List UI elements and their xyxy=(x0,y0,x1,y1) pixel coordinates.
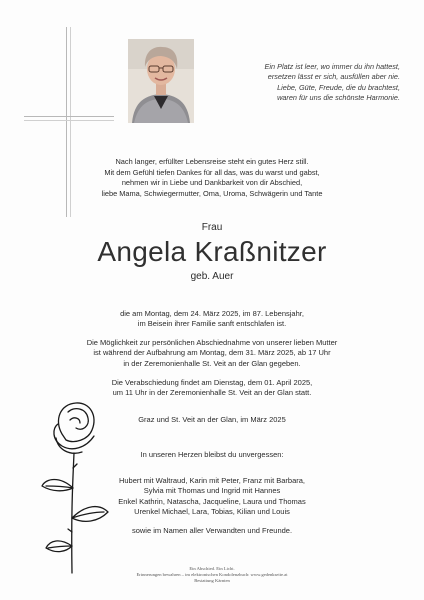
funeral-line: Die Verabschiedung findet am Dienstag, dem 01. April 2025, xyxy=(111,378,313,387)
viewing-line: Die Möglichkeit zur persönlichen Abschiednahme von unserer lieben Mutter xyxy=(86,338,338,347)
death-notice xyxy=(0,309,424,330)
viewing-notice xyxy=(0,338,424,369)
mourner-line: Enkel Kathrin, Natascha, Jacqueline, Laura und Thomas xyxy=(118,496,306,506)
portrait-photo xyxy=(128,39,194,123)
place-date: Graz und St. Veit an der Glan, im März 2025 xyxy=(138,415,286,424)
mourners-closing: sowie im Namen aller Verwandten und Freunde. xyxy=(131,526,293,535)
memorial-quote xyxy=(200,62,400,103)
salutation: Frau xyxy=(201,222,223,233)
quote-line: Ein Platz ist leer, wo immer du ihn hattest, xyxy=(264,62,400,71)
opening-verse xyxy=(0,157,424,199)
birth-name: geb. Auer xyxy=(190,271,234,282)
viewing-line: in der Zeremonienhalle St. Veit an der Glan gegeben. xyxy=(123,358,301,368)
verse-line: Nach langer, erfüllter Lebensreise steht ein gutes Herz still. xyxy=(115,157,309,166)
footer-line: Erinnerungen bewahren – im elektronischen Kondolenzbuch: www.gedenkseite.at xyxy=(136,572,288,577)
death-line: im Beisein ihrer Familie sanft entschlafen ist. xyxy=(137,319,287,329)
portrait-illustration xyxy=(128,39,194,123)
cross-horizontal-line-inner xyxy=(24,120,114,121)
deceased-name: Angela Kraßnitzer xyxy=(97,236,327,267)
remembrance-line: In unseren Herzen bleibst du unvergessen: xyxy=(140,450,284,459)
viewing-line: ist während der Aufbahrung am Montag, dem 31. März 2025, ab 17 Uhr xyxy=(93,348,331,358)
mourner-line: Hubert mit Waltraud, Karin mit Peter, Franz mit Barbara, xyxy=(118,476,306,485)
death-line: die am Montag, dem 24. März 2025, im 87. Lebensjahr, xyxy=(120,309,304,318)
quote-line: waren für uns die schönste Harmonie. xyxy=(277,92,400,102)
verse-line: nehmen wir in Liebe und Dankbarkeit von dir Abschied, xyxy=(121,178,303,188)
mourner-line: Sylvia mit Thomas und Ingrid mit Hannes xyxy=(143,486,281,496)
footer-line: Ein Abschied. Ein Licht. xyxy=(189,566,235,571)
footer xyxy=(0,566,424,584)
verse-line: liebe Mama, Schwiegermutter, Oma, Uroma, Schwägerin und Tante xyxy=(101,188,323,198)
funeral-line: um 11 Uhr in der Zeremonienhalle St. Veit an der Glan statt. xyxy=(112,388,312,398)
cross-horizontal-line xyxy=(24,116,114,117)
verse-line: Mit dem Gefühl tiefen Dankes für all das, was du warst und gabst, xyxy=(104,167,320,177)
funeral-notice xyxy=(0,378,424,399)
rose-icon xyxy=(38,398,118,578)
footer-line: Bestattung Kärnten xyxy=(194,578,230,583)
quote-line: ersetzen lässt er sich, ausfüllen aber nie. xyxy=(267,72,400,82)
mourner-line: Urenkel Michael, Lara, Tobias, Kilian und Louis xyxy=(134,507,290,517)
quote-line: Liebe, Güte, Freude, die du brachtest, xyxy=(277,82,400,92)
